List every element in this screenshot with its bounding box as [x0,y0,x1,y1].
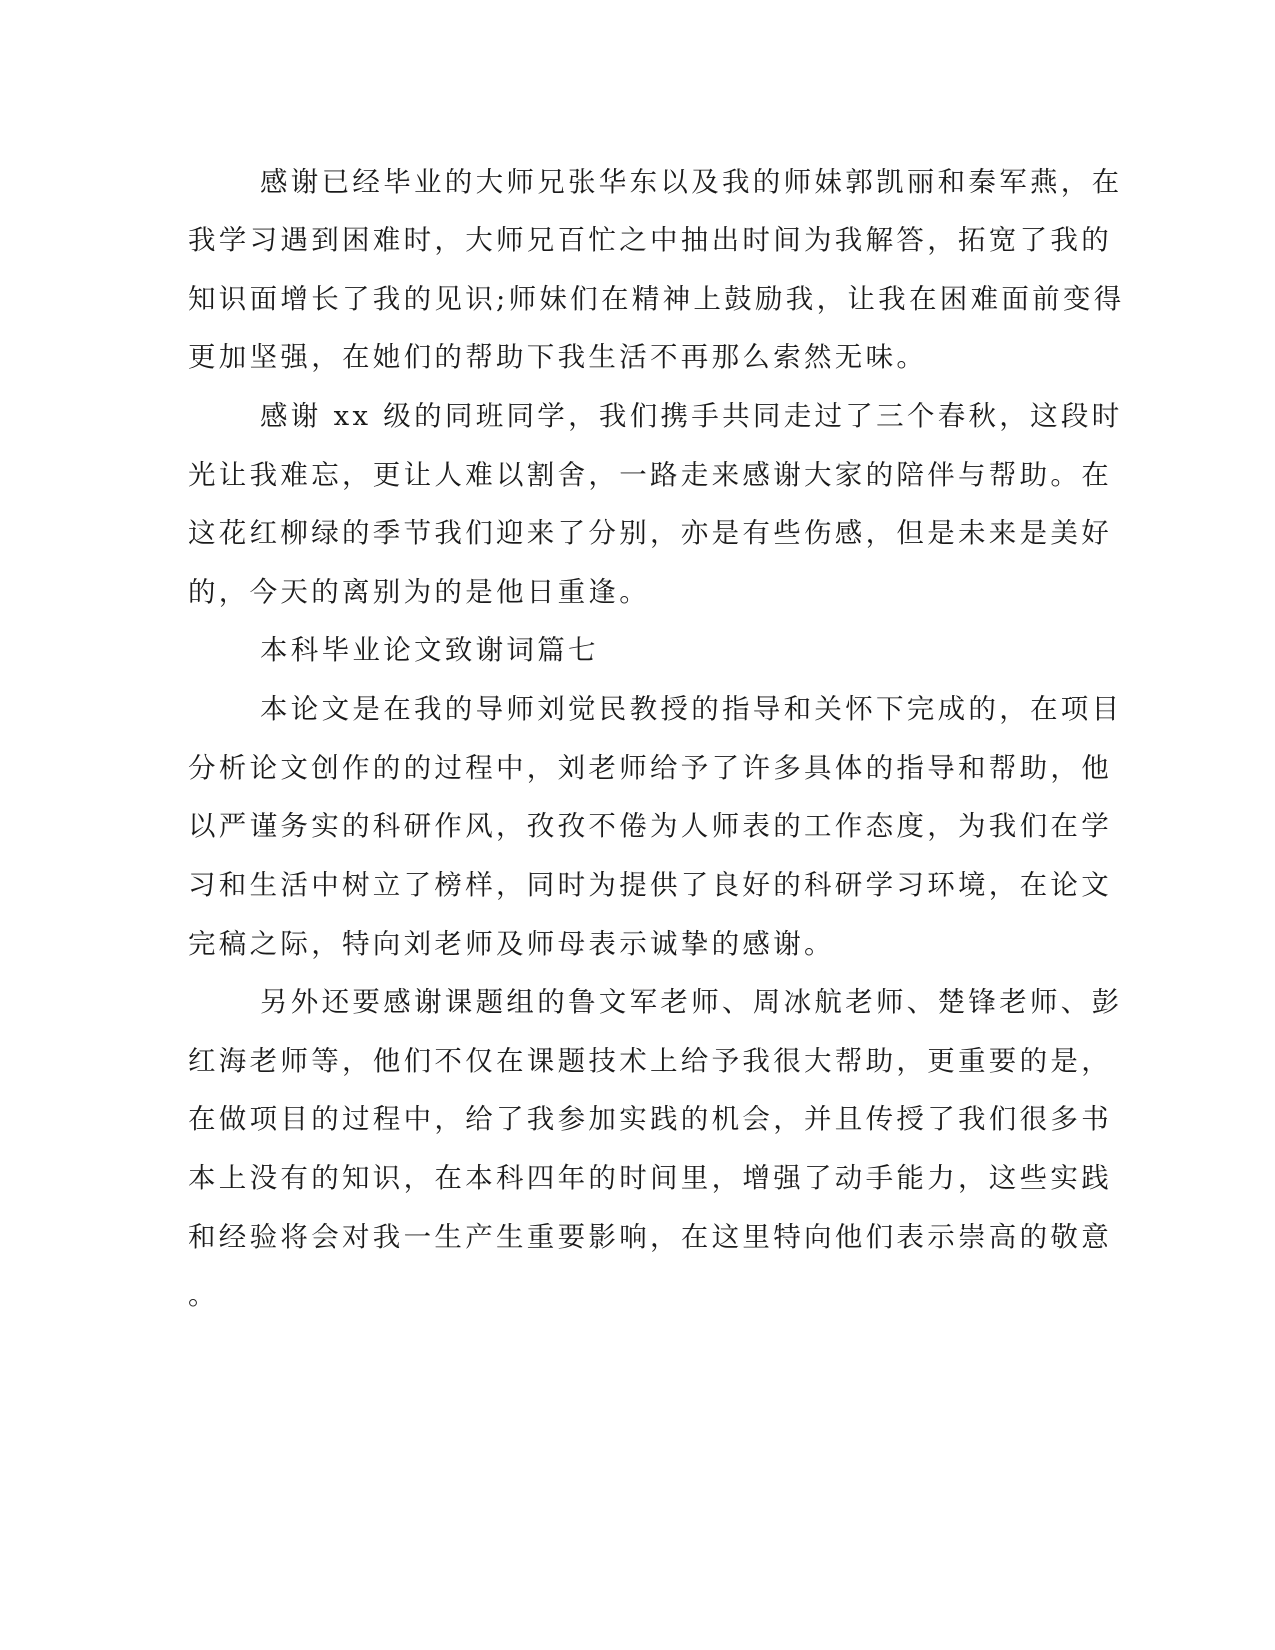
paragraph-line: 更加坚强，在她们的帮助下我生活不再那么索然无味。 [188,341,928,373]
paragraph-line: 的，今天的离别为的是他日重逢。 [188,576,650,608]
paragraph-line: 本论文是在我的导师刘觉民教授的指导和关怀下完成的，在项目 [260,693,1123,725]
paragraph-line: 完稿之际，特向刘老师及师母表示诚挚的感谢。 [188,928,835,960]
paragraph-line: 感谢 xx 级的同班同学，我们携手共同走过了三个春秋，这段时 [260,400,1123,432]
paragraph-line: 在做项目的过程中，给了我参加实践的机会，并且传授了我们很多书 [188,1103,1112,1135]
paragraph-line: 光让我难忘，更让人难以割舍，一路走来感谢大家的陪伴与帮助。在 [188,459,1112,491]
paragraph-line: 另外还要感谢课题组的鲁文军老师、周冰航老师、楚锋老师、彭 [260,986,1123,1018]
paragraph-line: 本上没有的知识，在本科四年的时间里，增强了动手能力，这些实践 [188,1162,1112,1194]
paragraph-line: 以严谨务实的科研作风，孜孜不倦为人师表的工作态度，为我们在学 [188,810,1112,842]
paragraph-line: 和经验将会对我一生产生重要影响，在这里特向他们表示崇高的敬意 [188,1221,1112,1253]
paragraph-line: 知识面增长了我的见识;师妹们在精神上鼓励我，让我在困难面前变得 [188,283,1125,315]
paragraph-line: 这花红柳绿的季节我们迎来了分别，亦是有些伤感，但是未来是美好 [188,517,1112,549]
paragraph-line: 分析论文创作的的过程中，刘老师给予了许多具体的指导和帮助，他 [188,752,1112,784]
paragraph-line: 我学习遇到困难时，大师兄百忙之中抽出时间为我解答，拓宽了我的 [188,224,1112,256]
section-heading: 本科毕业论文致谢词篇七 [260,634,599,666]
paragraph-line: 。 [188,1279,219,1311]
paragraph-line: 习和生活中树立了榜样，同时为提供了良好的科研学习环境，在论文 [188,869,1112,901]
paragraph-line: 感谢已经毕业的大师兄张华东以及我的师妹郭凯丽和秦军燕，在 [260,166,1123,198]
paragraph-line: 红海老师等，他们不仅在课题技术上给予我很大帮助，更重要的是， [188,1045,1112,1077]
